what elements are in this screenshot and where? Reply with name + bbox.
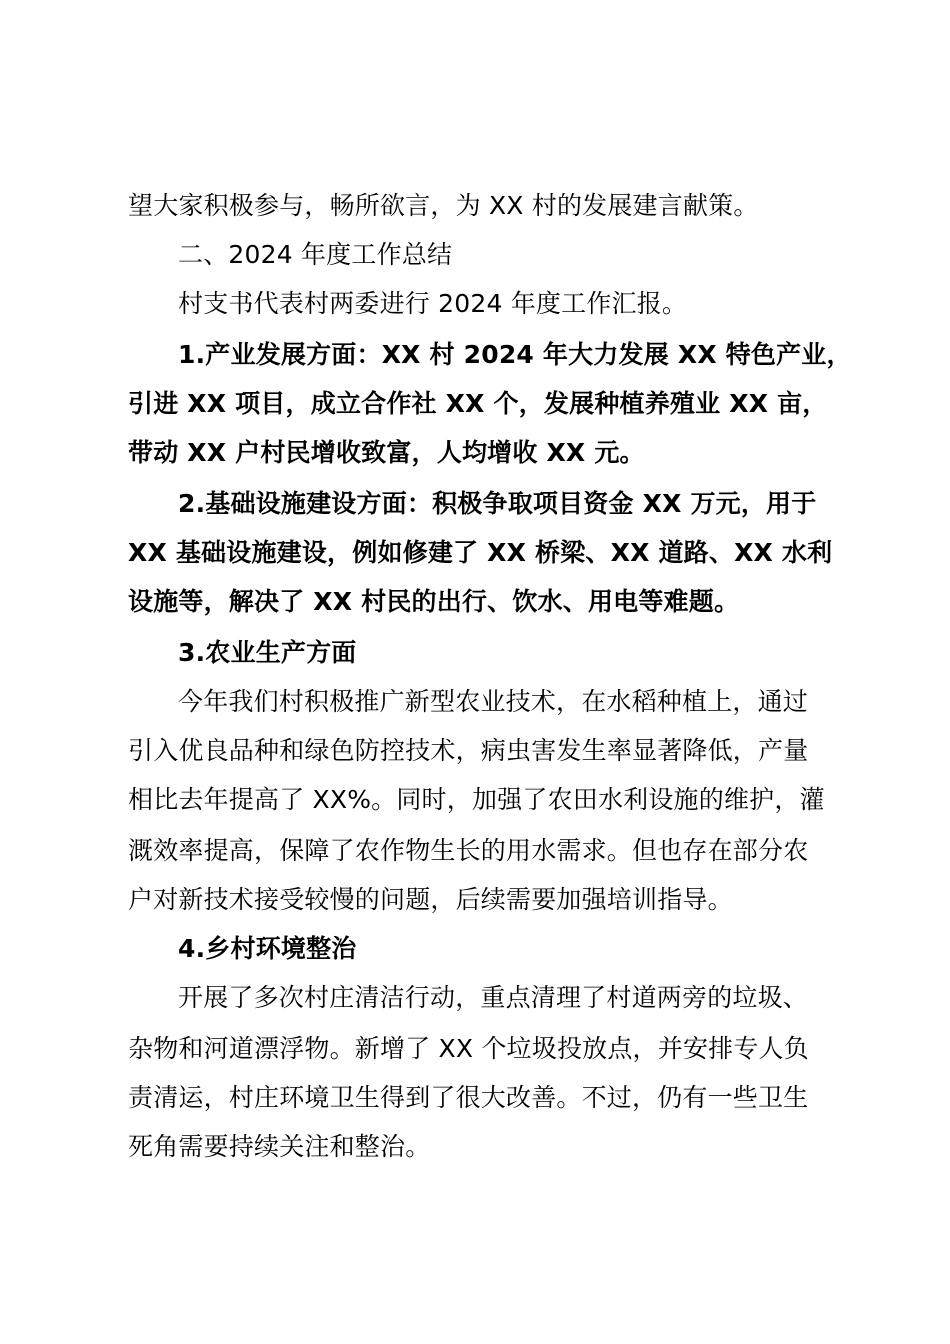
- bold-paragraph-line: 引进 XX 项目，成立合作社 XX 个，发展种植养殖业 XX 亩，: [128, 389, 828, 418]
- paragraph-line: 死角需要持续关注和整治。: [128, 1132, 431, 1161]
- section-heading: 二、2024 年度工作总结: [178, 240, 453, 269]
- bold-paragraph-line: XX 基础设施建设，例如修建了 XX 桥梁、XX 道路、XX 水利: [128, 538, 833, 567]
- paragraph-line: 开展了多次村庄清洁行动，重点清理了村道两旁的垃圾、: [178, 983, 809, 1012]
- paragraph-line: 相比去年提高了 XX%。同时，加强了农田水利设施的维护，灌: [128, 785, 825, 814]
- paragraph-line: 今年我们村积极推广新型农业技术，在水稻种植上，通过: [178, 687, 809, 716]
- paragraph-line: 责清运，村庄环境卫生得到了很大改善。不过，仍有一些卫生: [128, 1083, 809, 1112]
- paragraph-line: 溉效率提高，保障了农作物生长的用水需求。但也存在部分农: [128, 836, 809, 865]
- bold-paragraph-line: 2.基础设施建设方面：积极争取项目资金 XX 万元，用于: [178, 489, 817, 518]
- bold-paragraph-line: 设施等，解决了 XX 村民的出行、饮水、用电等难题。: [128, 587, 740, 616]
- subsection-heading: 3.农业生产方面: [178, 638, 357, 667]
- paragraph-line: 望大家积极参与，畅所欲言，为 XX 村的发展建言献策。: [128, 191, 759, 220]
- paragraph-line: 户对新技术接受较慢的问题，后续需要加强培训指导。: [128, 885, 733, 914]
- paragraph-line: 村支书代表村两委进行 2024 年度工作汇报。: [178, 289, 688, 318]
- subsection-heading: 4.乡村环境整治: [178, 934, 357, 963]
- bold-paragraph-line: 带动 XX 户村民增收致富，人均增收 XX 元。: [128, 438, 645, 467]
- paragraph-line: 引入优良品种和绿色防控技术，病虫害发生率显著降低，产量: [128, 736, 809, 765]
- bold-paragraph-line: 1.产业发展方面：XX 村 2024 年大力发展 XX 特色产业，: [178, 340, 852, 369]
- paragraph-line: 杂物和河道漂浮物。新增了 XX 个垃圾投放点，并安排专人负: [128, 1034, 809, 1063]
